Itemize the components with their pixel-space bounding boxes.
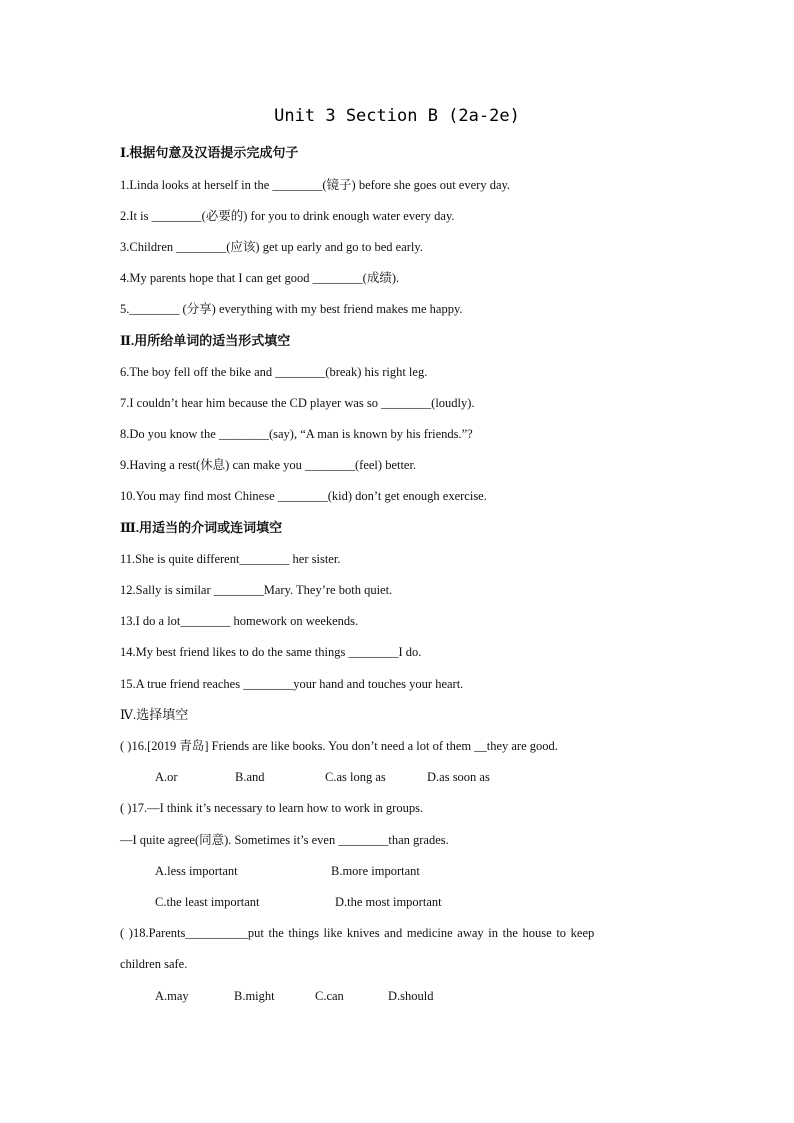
question-6: 6.The boy fell off the bike and ________(break) his right leg. — [120, 365, 428, 379]
question-16: ( )16.[2019 青岛] Friends are like books. You don’t need a lot of them __they are good. — [120, 739, 558, 753]
q17-option-a: A.less important — [155, 864, 238, 878]
question-9: 9.Having a rest(休息) can make you ________(feel) better. — [120, 458, 417, 472]
question-3: 3.Children ________(应该) get up early and go to bed early. — [120, 240, 423, 254]
question-15: 15.A true friend reaches ________your hand and touches your heart. — [120, 677, 464, 691]
question-8: 8.Do you know the ________(say), “A man is known by his friends.”? — [120, 427, 473, 441]
q18-option-d: D.should — [388, 989, 434, 1003]
question-10: 10.You may find most Chinese ________(kid) don’t get enough exercise. — [120, 489, 487, 503]
q16-option-a: A.or — [155, 770, 178, 784]
section-heading-1: Ⅰ.根据句意及汉语提示完成句子 — [120, 145, 299, 160]
question-4: 4.My parents hope that I can get good ________(成绩). — [120, 271, 400, 285]
question-13: 13.I do a lot________ homework on weekends. — [120, 614, 359, 628]
q18-option-a: A.may — [155, 989, 189, 1003]
q16-option-d: D.as soon as — [427, 770, 490, 784]
section-heading-3: Ⅲ.用适当的介词或连词填空 — [120, 520, 283, 535]
q17-option-b: B.more important — [331, 864, 420, 878]
q17-option-c: C.the least important — [155, 895, 260, 909]
question-1: 1.Linda looks at herself in the ________(镜子) before she goes out every day. — [120, 178, 511, 192]
question-11: 11.She is quite different________ her sister. — [120, 552, 341, 566]
question-12: 12.Sally is similar ________Mary. They’re both quiet. — [120, 583, 393, 597]
section-heading-4: Ⅳ.选择填空 — [120, 707, 189, 722]
question-5: 5.________ (分享) everything with my best friend makes me happy. — [120, 302, 463, 316]
q18-option-c: C.can — [315, 989, 344, 1003]
question-17-line-2: —I quite agree(同意). Sometimes it’s even ________than grades. — [120, 833, 449, 847]
page-title: Unit 3 Section B (2a-2e) — [274, 106, 520, 126]
question-7: 7.I couldn’t hear him because the CD player was so ________(loudly). — [120, 396, 475, 410]
q16-option-b: B.and — [235, 770, 265, 784]
q17-option-d: D.the most important — [335, 895, 442, 909]
question-2: 2.It is ________(必要的) for you to drink enough water every day. — [120, 209, 455, 223]
question-14: 14.My best friend likes to do the same things ________I do. — [120, 645, 422, 659]
question-18-line-2: children safe. — [120, 957, 188, 971]
question-17: ( )17.—I think it’s necessary to learn how to work in groups. — [120, 801, 424, 815]
question-18: ( )18.Parents__________put the things like knives and medicine away in the house to keep — [120, 926, 595, 940]
section-heading-2: Ⅱ.用所给单词的适当形式填空 — [120, 333, 291, 348]
q16-option-c: C.as long as — [325, 770, 386, 784]
q18-option-b: B.might — [234, 989, 275, 1003]
